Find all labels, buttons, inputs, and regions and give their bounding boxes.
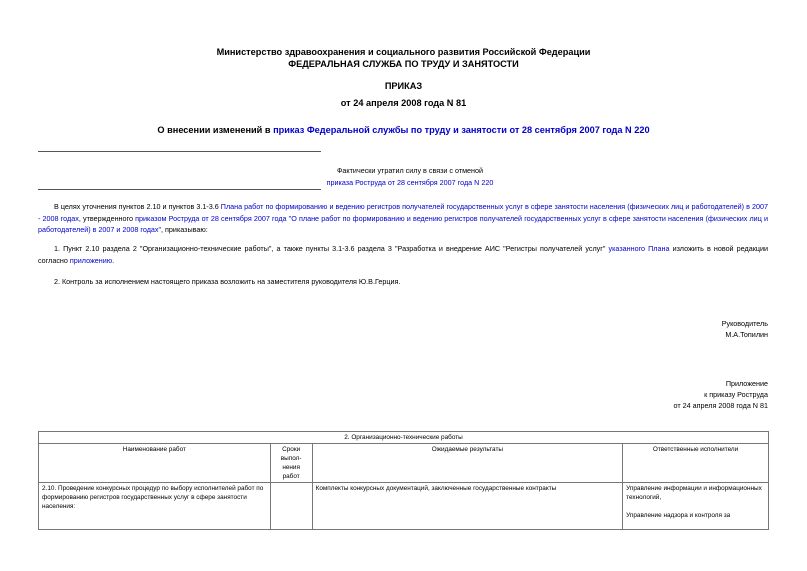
doc-subject (0, 125, 807, 135)
preamble-text-b: , утвержденного (78, 213, 136, 223)
cell-results: Комплекты конкурсных документаций, заключенные государственные контракты (312, 483, 623, 530)
appendix-link[interactable]: приложению (69, 255, 113, 265)
header-terms: Сроки выпол-нения работ (270, 444, 312, 483)
status-note-link[interactable]: приказа Роструда от 28 сентября 2007 года N 220 (326, 178, 494, 187)
signature-role: Руководитель (721, 319, 768, 328)
note-divider-bottom (38, 189, 321, 190)
executor-2: Управление надзора и контроля за (626, 512, 731, 519)
plan-link[interactable]: Плана работ по формированию и ведению регистров получателей государственных услуг в сфере занятости населения (физических лиц и работодателей) в 2007 - 2008 годах (38, 202, 768, 223)
header-name: Наименование работ (39, 444, 271, 483)
doc-type-title: ПРИКАЗ (384, 81, 423, 91)
note-divider-top (38, 151, 321, 152)
preamble-text-a: В целях уточнения пунктов 2.10 и пунктов 3.1-3.6 (54, 202, 221, 211)
order-link[interactable]: приказом Роструда от 28 сентября 2007 года "О плане работ по формированию и ведению регистров получателей государственных услуг в сфере занятости населения (физических лиц и работодателей) в 2007 и 2008 годах" (38, 213, 768, 234)
cell-executors (623, 483, 769, 530)
cell-terms (270, 483, 312, 530)
doc-date-number: от 24 апреля 2008 года N 81 (340, 98, 467, 108)
subject-prefix: О внесении изменений в (157, 125, 274, 135)
status-note-text: Фактически утратил силу в связи с отменой (336, 166, 484, 175)
works-table (38, 431, 769, 530)
appendix-line-3: от 24 апреля 2008 года N 81 (673, 401, 768, 410)
status-note (250, 165, 570, 189)
paragraph-preamble (38, 201, 768, 236)
table-row (39, 483, 769, 530)
preamble-text-c: , приказываю: (161, 225, 208, 234)
ministry-title: Министерство здравоохранения и социального развития Российской Федерации (216, 47, 591, 57)
paragraph-item-2: 2. Контроль за исполнением настоящего приказа возложить на заместителя руководителя Ю.В.Герция. (54, 277, 401, 286)
appendix-line-1: Приложение (725, 379, 768, 388)
signature-name: М.А.Топилин (725, 330, 768, 339)
header-results: Ожидаемые результаты (312, 444, 623, 483)
paragraph-item-1 (38, 243, 768, 266)
appendix-line-2: к приказу Роструда (704, 390, 768, 399)
subject-link[interactable]: приказ Федеральной службы по труду и занятости от 28 сентября 2007 года N 220 (273, 125, 650, 135)
item1-text-a: 1. Пункт 2.10 раздела 2 "Организационно-технические работы", а также пункты 3.1-3.6 раздела 3 "Разработка и внедрение АИС "Регистры получателей услуг" (54, 244, 609, 253)
item1-text-b: изложить в новой редакции согласно (38, 244, 768, 265)
cell-name: 2.10. Проведение конкурсных процедур по выбору исполнителей работ по формированию регистров государственных услуг в сфере занятости населения: (39, 483, 271, 530)
service-title: ФЕДЕРАЛЬНАЯ СЛУЖБА ПО ТРУДУ И ЗАНЯТОСТИ (288, 59, 519, 69)
table-section-title: 2. Организационно-технические работы (39, 432, 769, 444)
item1-text-c: . (112, 255, 115, 265)
specified-plan-link[interactable]: указанного Плана (608, 244, 670, 253)
header-executors: Ответственные исполнители (623, 444, 769, 483)
executor-1: Управление информации и информационных технологий, (626, 485, 762, 501)
signature-block (528, 318, 768, 340)
appendix-block (528, 378, 768, 411)
